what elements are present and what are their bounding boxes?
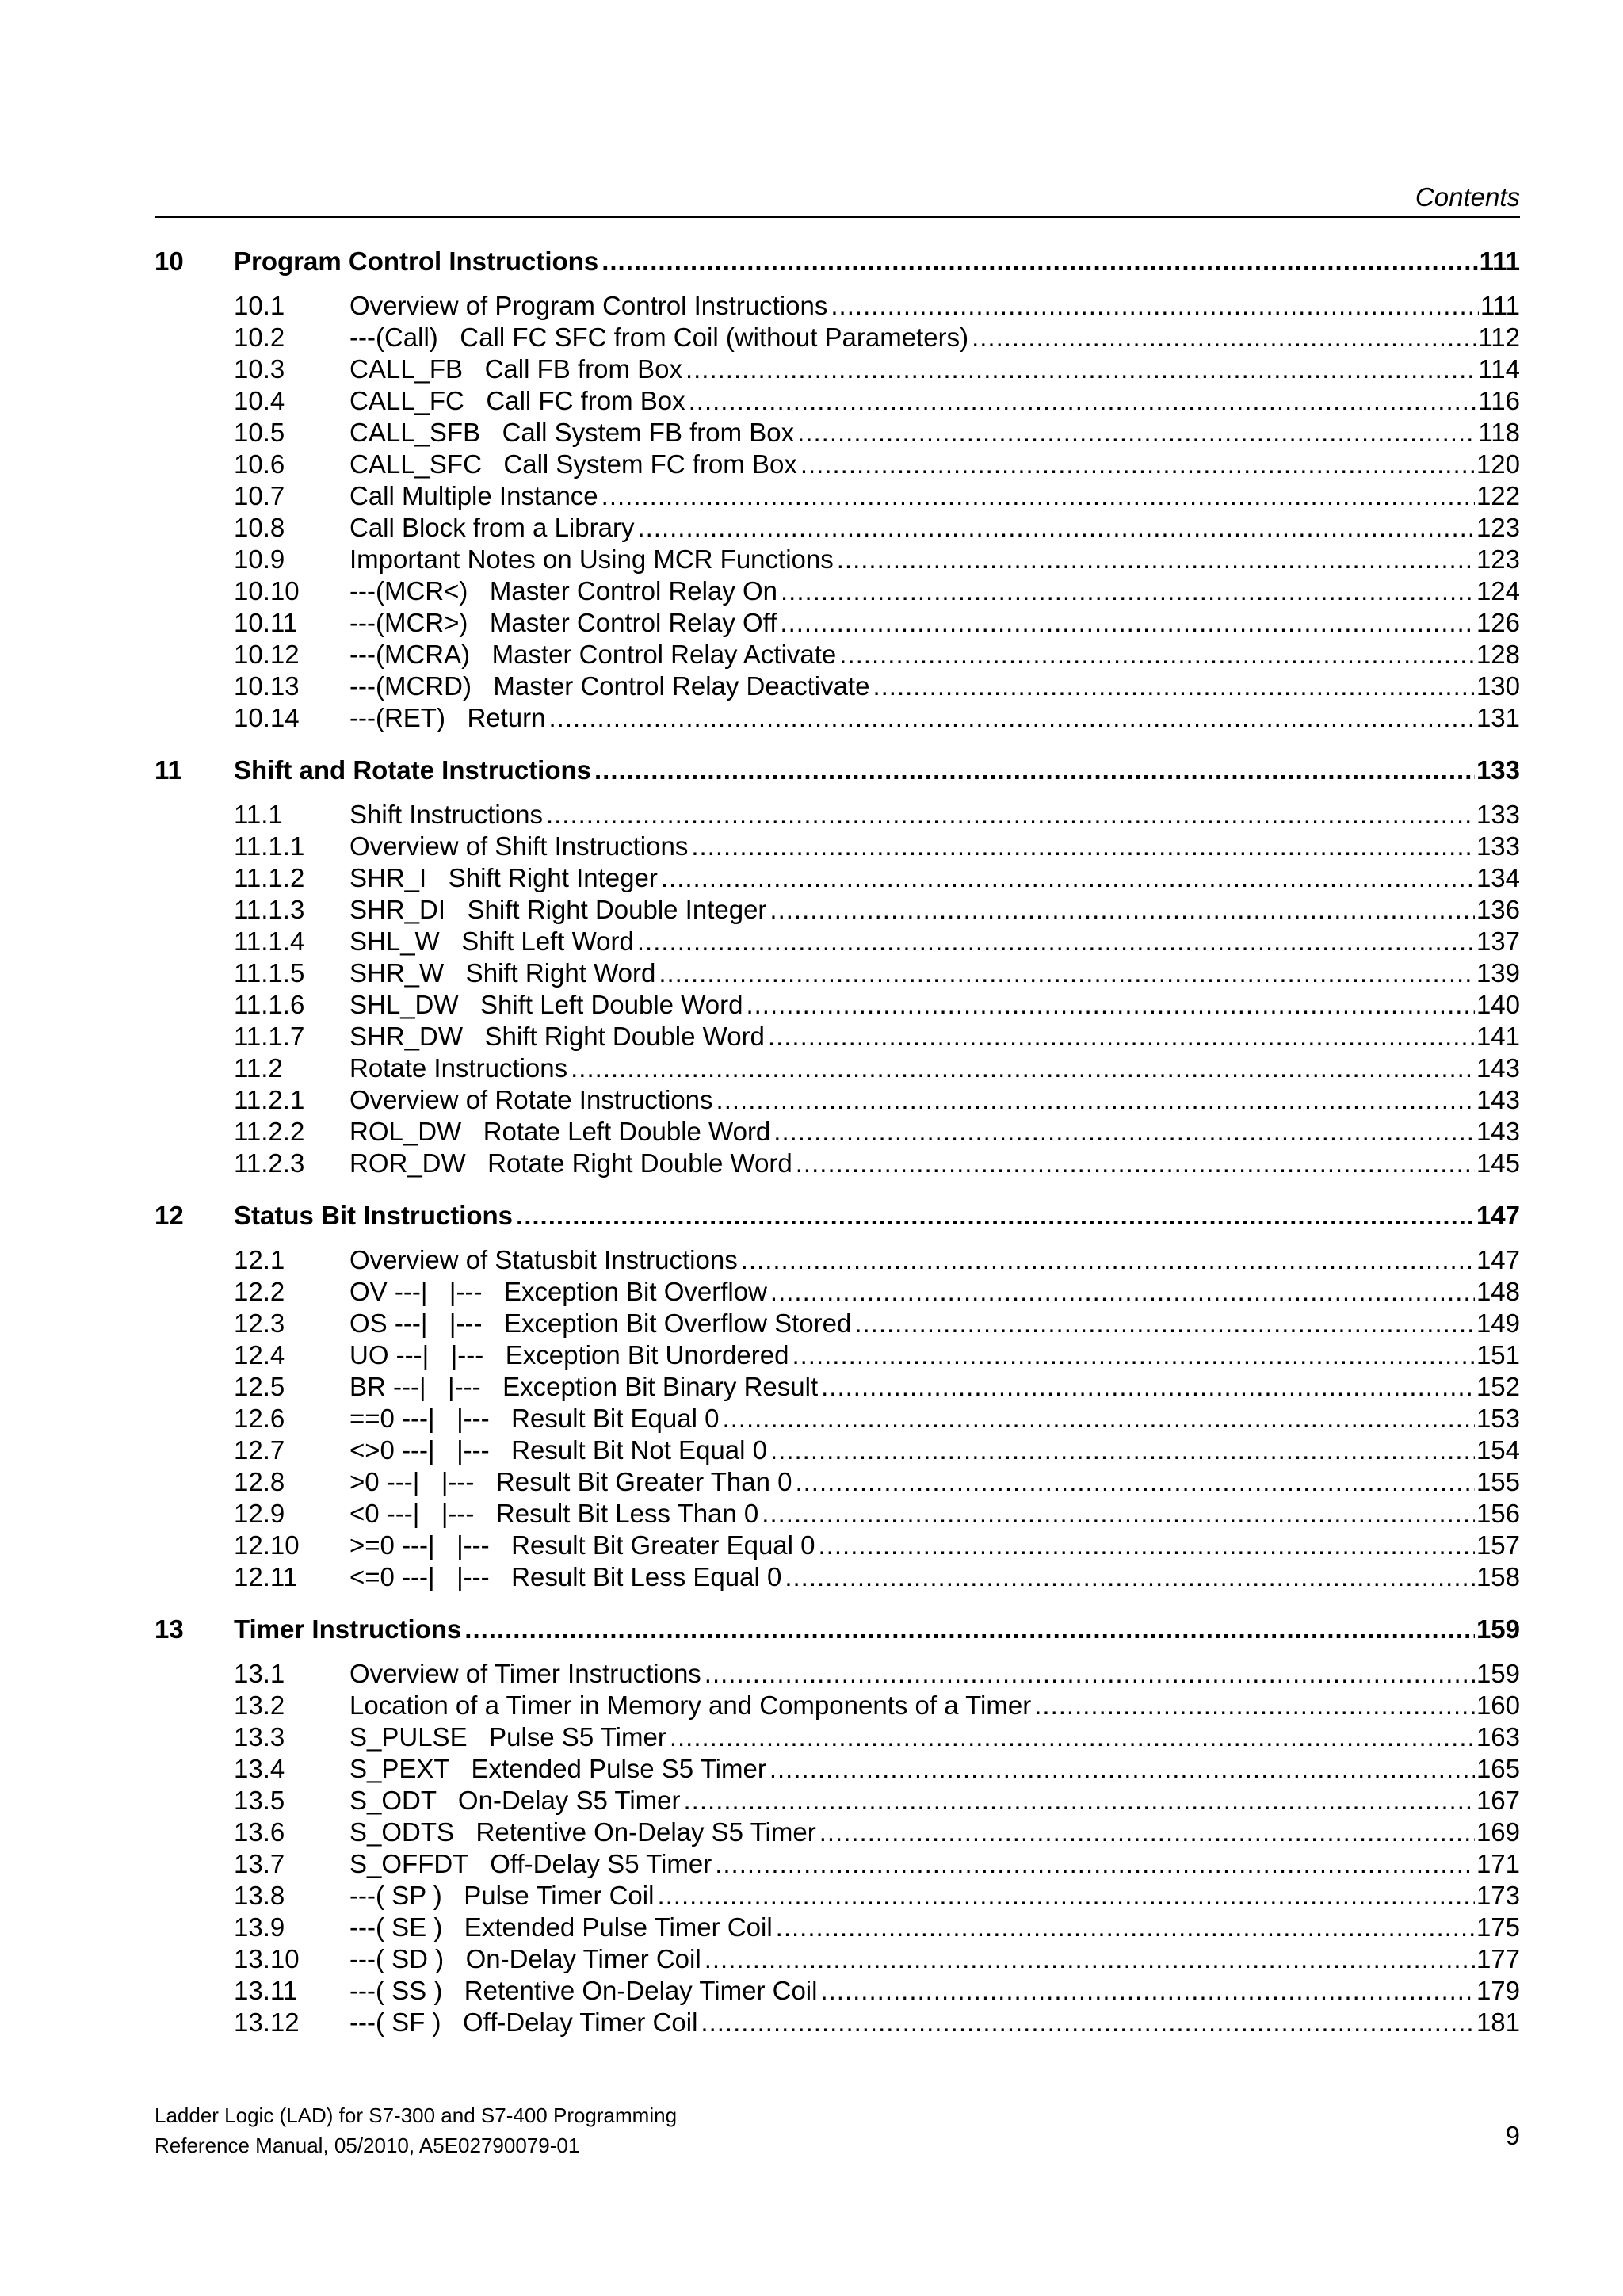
toc-section-entry[interactable] — [155, 322, 1520, 353]
toc-entry-number: 12.11 — [234, 1562, 298, 1591]
toc-entry-number: 11.2.1 — [234, 1085, 305, 1114]
toc-entry-number: 11.1.1 — [234, 831, 305, 861]
dot-leader — [659, 957, 1475, 989]
toc-section-entry[interactable] — [155, 639, 1520, 670]
toc-entry-title: >=0 ---| |--- Result Bit Greater Equal 0 — [349, 1530, 815, 1560]
toc-entry-number: 11.1 — [234, 800, 283, 829]
dot-leader — [716, 1084, 1475, 1116]
dot-leader — [705, 1943, 1475, 1975]
toc-entry-page: 151 — [1476, 1340, 1520, 1370]
toc-entry-title: <=0 ---| |--- Result Bit Less Equal 0 — [349, 1562, 782, 1591]
toc-entry-number: 13.1 — [234, 1659, 285, 1688]
dot-leader — [768, 1021, 1475, 1052]
toc-entry-page: 111 — [1480, 291, 1520, 320]
toc-entry-page: 123 — [1476, 513, 1520, 542]
toc-entry-number: 12.1 — [234, 1245, 285, 1274]
toc-entry-page: 120 — [1476, 449, 1520, 479]
toc-entry-title: ---( SF ) Off-Delay Timer Coil — [349, 2008, 698, 2037]
toc-section-entry[interactable] — [155, 1943, 1520, 1975]
toc-section-entry[interactable] — [155, 1466, 1520, 1498]
toc-entry-page: 169 — [1476, 1817, 1520, 1847]
toc-entry-number: 10.5 — [234, 418, 285, 447]
toc-entry-title: SHL_DW Shift Left Double Word — [349, 990, 743, 1019]
toc-entry-number: 10.7 — [234, 481, 285, 510]
toc-entry-title: SHL_W Shift Left Word — [349, 926, 634, 956]
toc-entry-title: ==0 ---| |--- Result Bit Equal 0 — [349, 1404, 720, 1433]
toc-entry-title: S_ODT On-Delay S5 Timer — [349, 1786, 681, 1815]
toc-entry-number: 11.1.4 — [234, 926, 305, 956]
dot-leader — [685, 353, 1476, 385]
dot-leader — [516, 1197, 1475, 1235]
toc-entry-number: 12.4 — [234, 1340, 285, 1370]
toc-entry-number: 12.10 — [234, 1530, 300, 1560]
toc-entry-title: OS ---| |--- Exception Bit Overflow Stored — [349, 1308, 852, 1338]
toc-entry-page: 167 — [1476, 1786, 1520, 1815]
dot-leader — [831, 290, 1478, 322]
toc-entry-page: 131 — [1476, 703, 1520, 732]
toc-entry-page: 149 — [1476, 1308, 1520, 1338]
toc-section-entry[interactable] — [155, 512, 1520, 544]
toc-section-entry[interactable] — [155, 1371, 1520, 1403]
toc-entry-title: Shift and Rotate Instructions — [234, 755, 592, 785]
toc-section-entry[interactable] — [155, 1021, 1520, 1052]
toc-section-entry[interactable] — [155, 1658, 1520, 1690]
toc-entry-page: 173 — [1476, 1881, 1520, 1910]
toc-entry-page: 160 — [1476, 1690, 1520, 1720]
dot-leader — [464, 1610, 1475, 1648]
toc-entry-page: 140 — [1476, 990, 1520, 1019]
toc-section-entry[interactable] — [155, 290, 1520, 322]
toc-entry-page: 177 — [1476, 1944, 1520, 1973]
toc-section-entry[interactable] — [155, 1785, 1520, 1817]
toc-entry-page: 179 — [1476, 1976, 1520, 2005]
dot-leader — [571, 1052, 1475, 1084]
dot-leader — [773, 1116, 1475, 1148]
toc-entry-number: 10.9 — [234, 544, 285, 574]
toc-section-entry[interactable] — [155, 1276, 1520, 1308]
toc-entry-number: 13.10 — [234, 1944, 300, 1973]
dot-leader — [821, 1371, 1475, 1403]
dot-leader — [792, 1339, 1474, 1371]
toc-entry-page: 143 — [1476, 1053, 1520, 1083]
toc-entry-page: 152 — [1476, 1372, 1520, 1401]
toc-section-entry[interactable] — [155, 926, 1520, 957]
toc-entry-page: 165 — [1476, 1754, 1520, 1783]
toc-entry-number: 12.7 — [234, 1435, 285, 1465]
toc-section-entry[interactable] — [155, 1116, 1520, 1148]
toc-entry-title: Important Notes on Using MCR Functions — [349, 544, 834, 574]
toc-section-entry[interactable] — [155, 1308, 1520, 1339]
toc-entry-number: 12.3 — [234, 1308, 285, 1338]
toc-entry-page: 143 — [1476, 1085, 1520, 1114]
toc-entry-number: 13.5 — [234, 1786, 285, 1815]
dot-leader — [705, 1658, 1475, 1690]
toc-entry-page: 147 — [1476, 1245, 1520, 1274]
toc-chapter-entry[interactable] — [155, 1197, 1520, 1235]
toc-section-entry[interactable] — [155, 1339, 1520, 1371]
toc-entry-number: 13.6 — [234, 1817, 285, 1847]
toc-entry-page: 171 — [1476, 1849, 1520, 1878]
toc-entry-page: 136 — [1476, 895, 1520, 924]
toc-entry-page: 156 — [1476, 1499, 1520, 1528]
toc-entry-number: 12.9 — [234, 1499, 285, 1528]
toc-entry-number: 10.14 — [234, 703, 300, 732]
toc-entry-title: Overview of Program Control Instructions — [349, 291, 828, 320]
toc-chapter-entry[interactable] — [155, 1610, 1520, 1648]
toc-entry-page: 158 — [1476, 1562, 1520, 1591]
toc-entry-number: 10.8 — [234, 513, 285, 542]
dot-leader — [670, 1721, 1475, 1753]
toc-section-entry[interactable] — [155, 1084, 1520, 1116]
toc-entry-title: ---( SS ) Retentive On-Delay Timer Coil — [349, 1976, 818, 2005]
toc-entry-title: Rotate Instructions — [349, 1053, 568, 1083]
toc-entry-title: SHR_I Shift Right Integer — [349, 863, 658, 892]
toc-entry-title: CALL_FC Call FC from Box — [349, 386, 685, 415]
toc-entry-title: SHR_DW Shift Right Double Word — [349, 1022, 765, 1051]
toc-section-entry[interactable] — [155, 670, 1520, 702]
toc-entry-number: 11.1.2 — [234, 863, 305, 892]
toc-entry-number: 11.1.3 — [234, 895, 305, 924]
toc-section-entry[interactable] — [155, 1817, 1520, 1848]
toc-entry-number: 13.12 — [234, 2008, 300, 2037]
toc-entry-number: 10.4 — [234, 386, 285, 415]
toc-entry-page: 141 — [1476, 1022, 1520, 1051]
dot-leader — [549, 702, 1475, 734]
dot-leader — [601, 480, 1475, 512]
toc-entry-number: 12 — [155, 1201, 184, 1230]
toc-entry-page: 133 — [1476, 831, 1520, 861]
page-number: 9 — [1505, 2121, 1520, 2150]
dot-leader — [819, 1817, 1475, 1848]
toc-section-entry[interactable] — [155, 607, 1520, 639]
toc-section-entry[interactable] — [155, 957, 1520, 989]
toc-entry-title: S_PULSE Pulse S5 Timer — [349, 1722, 666, 1752]
toc-section-entry[interactable] — [155, 1244, 1520, 1276]
dot-leader — [722, 1403, 1474, 1435]
toc-chapter-entry[interactable] — [155, 243, 1520, 281]
toc-section-entry[interactable] — [155, 1690, 1520, 1721]
toc-entry-title: CALL_FB Call FB from Box — [349, 354, 682, 384]
dot-leader — [601, 243, 1477, 281]
toc-section-entry[interactable] — [155, 894, 1520, 926]
dot-leader — [701, 2007, 1475, 2038]
toc-section-entry[interactable] — [155, 1052, 1520, 1084]
dot-leader — [873, 670, 1474, 702]
toc-entry-number: 11.2.3 — [234, 1148, 305, 1178]
toc-entry-page: 159 — [1476, 1659, 1520, 1688]
toc-section-entry[interactable] — [155, 1912, 1520, 1943]
dot-leader — [684, 1785, 1475, 1817]
toc-entry-number: 11.1.6 — [234, 990, 305, 1019]
toc-entry-title: Overview of Shift Instructions — [349, 831, 689, 861]
toc-entry-number: 11.1.7 — [234, 1022, 305, 1051]
toc-entry-title: ---( SD ) On-Delay Timer Coil — [349, 1944, 701, 1973]
toc-section-entry[interactable] — [155, 1848, 1520, 1880]
toc-entry-title: >0 ---| |--- Result Bit Greater Than 0 — [349, 1467, 792, 1496]
toc-entry-page: 157 — [1476, 1530, 1520, 1560]
toc-section-entry[interactable] — [155, 417, 1520, 449]
dot-leader — [770, 1276, 1475, 1308]
toc-entry-number: 10.10 — [234, 576, 300, 606]
toc-entry-page: 154 — [1476, 1435, 1520, 1465]
dot-leader — [780, 607, 1475, 639]
toc-entry-page: 126 — [1476, 608, 1520, 637]
toc-section-entry[interactable] — [155, 449, 1520, 480]
footer-document-info — [155, 2100, 677, 2160]
toc-section-entry[interactable] — [155, 385, 1520, 417]
toc-section-entry[interactable] — [155, 1435, 1520, 1466]
toc-entry-page: 147 — [1476, 1201, 1520, 1230]
toc-section-entry[interactable] — [155, 1530, 1520, 1561]
dot-leader — [637, 926, 1475, 957]
toc-entry-number: 13.4 — [234, 1754, 285, 1783]
dot-leader — [746, 989, 1475, 1021]
dot-leader — [1034, 1690, 1475, 1721]
toc-entry-title: Timer Instructions — [234, 1614, 462, 1644]
toc-entry-title: ---(RET) Return — [349, 703, 546, 732]
toc-entry-number: 11 — [155, 755, 182, 785]
toc-entry-page: 139 — [1476, 958, 1520, 988]
toc-entry-title: ---(MCR<) Master Control Relay On — [349, 576, 778, 606]
toc-section-entry[interactable] — [155, 544, 1520, 575]
toc-entry-page: 134 — [1476, 863, 1520, 892]
toc-entry-page: 163 — [1476, 1722, 1520, 1752]
toc-entry-page: 130 — [1476, 671, 1520, 701]
toc-section-entry[interactable] — [155, 831, 1520, 862]
toc-entry-page: 159 — [1476, 1614, 1520, 1644]
toc-entry-number: 11.2.2 — [234, 1117, 305, 1146]
toc-entry-title: Overview of Timer Instructions — [349, 1659, 701, 1688]
dot-leader — [637, 512, 1474, 544]
toc-entry-number: 11.2 — [234, 1053, 283, 1083]
toc-entry-title: S_PEXT Extended Pulse S5 Timer — [349, 1754, 766, 1783]
toc-entry-page: 148 — [1476, 1277, 1520, 1306]
toc-entry-title: CALL_SFB Call System FB from Box — [349, 418, 795, 447]
toc-entry-number: 10 — [155, 246, 184, 276]
toc-entry-page: 181 — [1476, 2008, 1520, 2037]
toc-entry-number: 10.3 — [234, 354, 285, 384]
toc-section-entry[interactable] — [155, 702, 1520, 734]
toc-entry-title: Overview of Statusbit Instructions — [349, 1245, 738, 1274]
dot-leader — [820, 1975, 1474, 2007]
toc-entry-number: 13.3 — [234, 1722, 285, 1752]
toc-entry-title: <0 ---| |--- Result Bit Less Than 0 — [349, 1499, 759, 1528]
toc-entry-title: Program Control Instructions — [234, 246, 599, 276]
toc-entry-title: Status Bit Instructions — [234, 1201, 514, 1230]
dot-leader — [546, 799, 1475, 831]
toc-entry-number: 13.11 — [234, 1976, 298, 2005]
dot-leader — [741, 1244, 1475, 1276]
dot-leader — [661, 862, 1475, 894]
toc-chapter-entry[interactable] — [155, 751, 1520, 789]
toc-entry-title: <>0 ---| |--- Result Bit Not Equal 0 — [349, 1435, 767, 1465]
toc-entry-title: Call Block from a Library — [349, 513, 635, 542]
toc-entry-page: 122 — [1476, 481, 1520, 510]
toc-entry-number: 13.8 — [234, 1881, 285, 1910]
toc-entry-title: ROR_DW Rotate Right Double Word — [349, 1148, 792, 1178]
toc-section-entry[interactable] — [155, 862, 1520, 894]
toc-entry-number: 12.5 — [234, 1372, 285, 1401]
toc-section-entry[interactable] — [155, 1753, 1520, 1785]
dot-leader — [795, 1466, 1474, 1498]
toc-entry-page: 128 — [1476, 640, 1520, 669]
dot-leader — [837, 544, 1475, 575]
toc-section-entry[interactable] — [155, 575, 1520, 607]
dot-leader — [715, 1848, 1475, 1880]
footer-title: Ladder Logic (LAD) for S7-300 and S7-400 Programming — [155, 2103, 678, 2127]
dot-leader — [769, 1753, 1475, 1785]
dot-leader — [770, 1435, 1475, 1466]
toc-entry-title: Overview of Rotate Instructions — [349, 1085, 713, 1114]
dot-leader — [854, 1308, 1475, 1339]
toc-entry-title: Call Multiple Instance — [349, 481, 598, 510]
toc-entry-page: 145 — [1476, 1148, 1520, 1178]
toc-entry-page: 133 — [1476, 800, 1520, 829]
dot-leader — [800, 449, 1475, 480]
dot-leader — [796, 1148, 1475, 1179]
dot-leader — [594, 751, 1475, 789]
toc-entry-title: BR ---| |--- Exception Bit Binary Result — [349, 1372, 819, 1401]
footer-reference: Reference Manual, 05/2010, A5E02790079-01 — [155, 2134, 580, 2157]
dot-leader — [769, 894, 1475, 926]
toc-entry-title: ---( SE ) Extended Pulse Timer Coil — [349, 1912, 773, 1942]
toc-entry-page: 116 — [1478, 386, 1520, 415]
toc-entry-title: OV ---| |--- Exception Bit Overflow — [349, 1277, 767, 1306]
toc-entry-title: SHR_W Shift Right Word — [349, 958, 656, 988]
toc-entry-title: ---(Call) Call FC SFC from Coil (without Parameters) — [349, 323, 969, 352]
toc-entry-number: 10.12 — [234, 640, 300, 669]
toc-entry-number: 11.1.5 — [234, 958, 305, 988]
toc-entry-page: 111 — [1479, 246, 1520, 276]
toc-entry-number: 10.2 — [234, 323, 285, 352]
dot-leader — [797, 417, 1476, 449]
toc-entry-page: 124 — [1476, 576, 1520, 606]
toc-section-entry[interactable] — [155, 1975, 1520, 2007]
toc-entry-title: S_ODTS Retentive On-Delay S5 Timer — [349, 1817, 816, 1847]
toc-section-entry[interactable] — [155, 480, 1520, 512]
toc-entry-page: 153 — [1476, 1404, 1520, 1433]
toc-entry-page: 114 — [1478, 354, 1520, 384]
toc-entry-number: 10.6 — [234, 449, 285, 479]
dot-leader — [691, 831, 1475, 862]
toc-entry-number: 13 — [155, 1614, 184, 1644]
toc-entry-title: S_OFFDT Off-Delay S5 Timer — [349, 1849, 712, 1878]
toc-entry-title: Shift Instructions — [349, 800, 543, 829]
toc-section-entry[interactable] — [155, 1148, 1520, 1179]
toc-entry-title: ROL_DW Rotate Left Double Word — [349, 1117, 771, 1146]
toc-section-entry[interactable] — [155, 353, 1520, 385]
toc-section-entry[interactable] — [155, 989, 1520, 1021]
toc-entry-page: 175 — [1476, 1912, 1520, 1942]
dot-leader — [762, 1498, 1475, 1530]
toc-entry-title: ---(MCRA) Master Control Relay Activate — [349, 640, 837, 669]
toc-section-entry[interactable] — [155, 1880, 1520, 1912]
toc-section-entry[interactable] — [155, 1403, 1520, 1435]
toc-section-entry[interactable] — [155, 2007, 1520, 2038]
toc-entry-page: 112 — [1478, 323, 1520, 352]
toc-entry-number: 12.6 — [234, 1404, 285, 1433]
dot-leader — [776, 1912, 1475, 1943]
toc-section-entry[interactable] — [155, 1721, 1520, 1753]
toc-section-entry[interactable] — [155, 1561, 1520, 1593]
toc-entry-page: 133 — [1476, 755, 1520, 785]
toc-entry-number: 10.11 — [234, 608, 298, 637]
dot-leader — [785, 1561, 1475, 1593]
toc-entry-number: 10.1 — [234, 291, 285, 320]
toc-entry-title: ---( SP ) Pulse Timer Coil — [349, 1881, 655, 1910]
dot-leader — [819, 1530, 1475, 1561]
toc-entry-title: Location of a Timer in Memory and Components of a Timer — [349, 1690, 1032, 1720]
toc-entry-number: 13.2 — [234, 1690, 285, 1720]
toc-entry-title: CALL_SFC Call System FC from Box — [349, 449, 797, 479]
dot-leader — [689, 385, 1477, 417]
toc-entry-number: 13.7 — [234, 1849, 285, 1878]
table-of-contents — [155, 243, 1520, 2038]
toc-section-entry[interactable] — [155, 799, 1520, 831]
toc-entry-title: ---(MCRD) Master Control Relay Deactivate — [349, 671, 870, 701]
toc-entry-number: 12.8 — [234, 1467, 285, 1496]
toc-entry-title: UO ---| |--- Exception Bit Unordered — [349, 1340, 789, 1370]
toc-entry-page: 137 — [1476, 926, 1520, 956]
dot-leader — [657, 1880, 1474, 1912]
toc-entry-title: ---(MCR>) Master Control Relay Off — [349, 608, 777, 637]
toc-entry-page: 143 — [1476, 1117, 1520, 1146]
header-rule — [155, 216, 1520, 218]
dot-leader — [972, 322, 1476, 353]
toc-entry-number: 13.9 — [234, 1912, 285, 1942]
toc-entry-page: 123 — [1476, 544, 1520, 574]
toc-entry-number: 12.2 — [234, 1277, 285, 1306]
toc-entry-number: 10.13 — [234, 671, 300, 701]
toc-entry-title: SHR_DI Shift Right Double Integer — [349, 895, 767, 924]
header-label: Contents — [1415, 182, 1520, 212]
toc-section-entry[interactable] — [155, 1498, 1520, 1530]
dot-leader — [839, 639, 1475, 670]
dot-leader — [781, 575, 1475, 607]
toc-entry-page: 155 — [1476, 1467, 1520, 1496]
toc-entry-page: 118 — [1478, 418, 1520, 447]
